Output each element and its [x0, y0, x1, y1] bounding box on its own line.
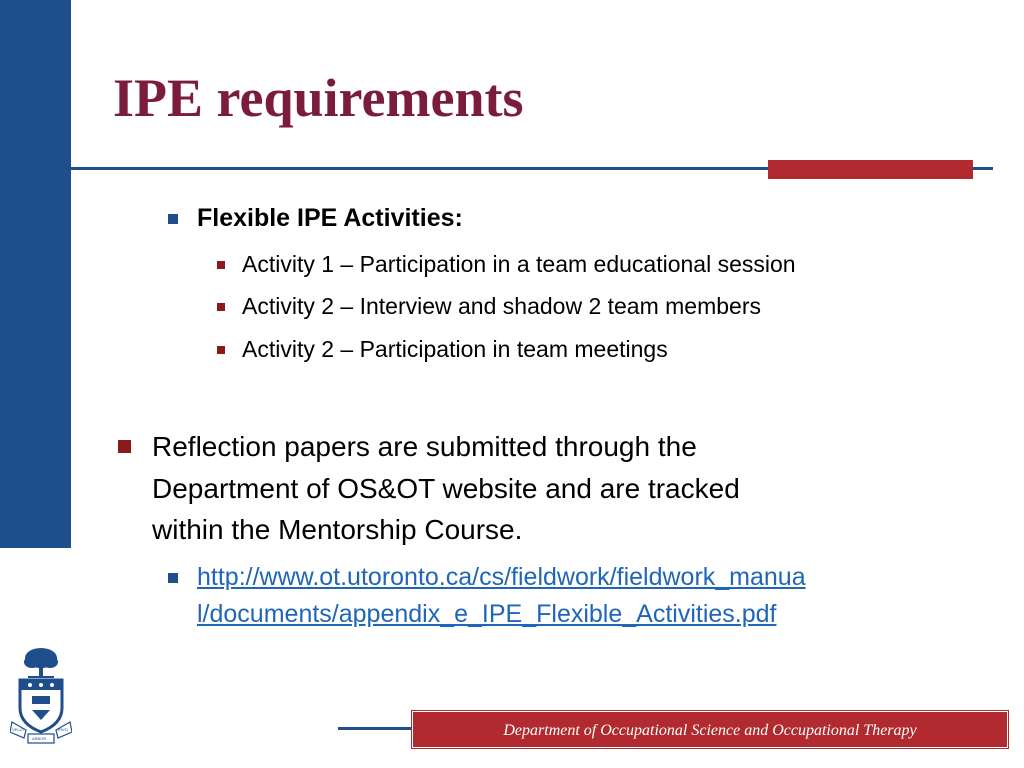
reflection-text-line-2: Department of OS&OT website and are tracked	[152, 473, 740, 504]
ipe-manual-link-line-1[interactable]: http://www.ot.utoronto.ca/cs/fieldwork/fieldwork_manua	[197, 563, 806, 591]
crest-motto-right: IRVO	[58, 727, 68, 732]
square-bullet-icon	[217, 261, 225, 269]
footer-department-text: Department of Occupational Science and Occupational Therapy	[503, 722, 917, 739]
square-bullet-icon	[217, 303, 225, 311]
ipe-manual-link-line-2[interactable]: l/documents/appendix_e_IPE_Flexible_Activities.pdf	[197, 600, 777, 628]
square-bullet-icon	[168, 214, 178, 224]
left-sidebar-band	[0, 0, 71, 548]
crest-motto-bottom: ARBOR	[32, 736, 47, 741]
footer-banner	[412, 711, 1008, 748]
square-bullet-icon	[118, 440, 131, 453]
square-bullet-icon	[217, 346, 225, 354]
activity-item-3: Activity 2 – Participation in team meetings	[242, 336, 668, 362]
university-crest-icon	[10, 644, 72, 744]
crest-motto-left: VELUT	[12, 727, 25, 732]
reflection-text-line-1: Reflection papers are submitted through the	[152, 431, 697, 462]
flexible-activities-heading: Flexible IPE Activities:	[197, 204, 463, 232]
footer-rule	[338, 727, 412, 730]
reflection-text-line-3: within the Mentorship Course.	[152, 514, 523, 545]
title-accent-bar	[768, 160, 973, 179]
activity-item-1: Activity 1 – Participation in a team educational session	[242, 251, 796, 277]
square-bullet-icon	[168, 573, 178, 583]
activity-item-2: Activity 2 – Interview and shadow 2 team members	[242, 293, 762, 319]
slide-title: IPE requirements	[113, 68, 524, 128]
